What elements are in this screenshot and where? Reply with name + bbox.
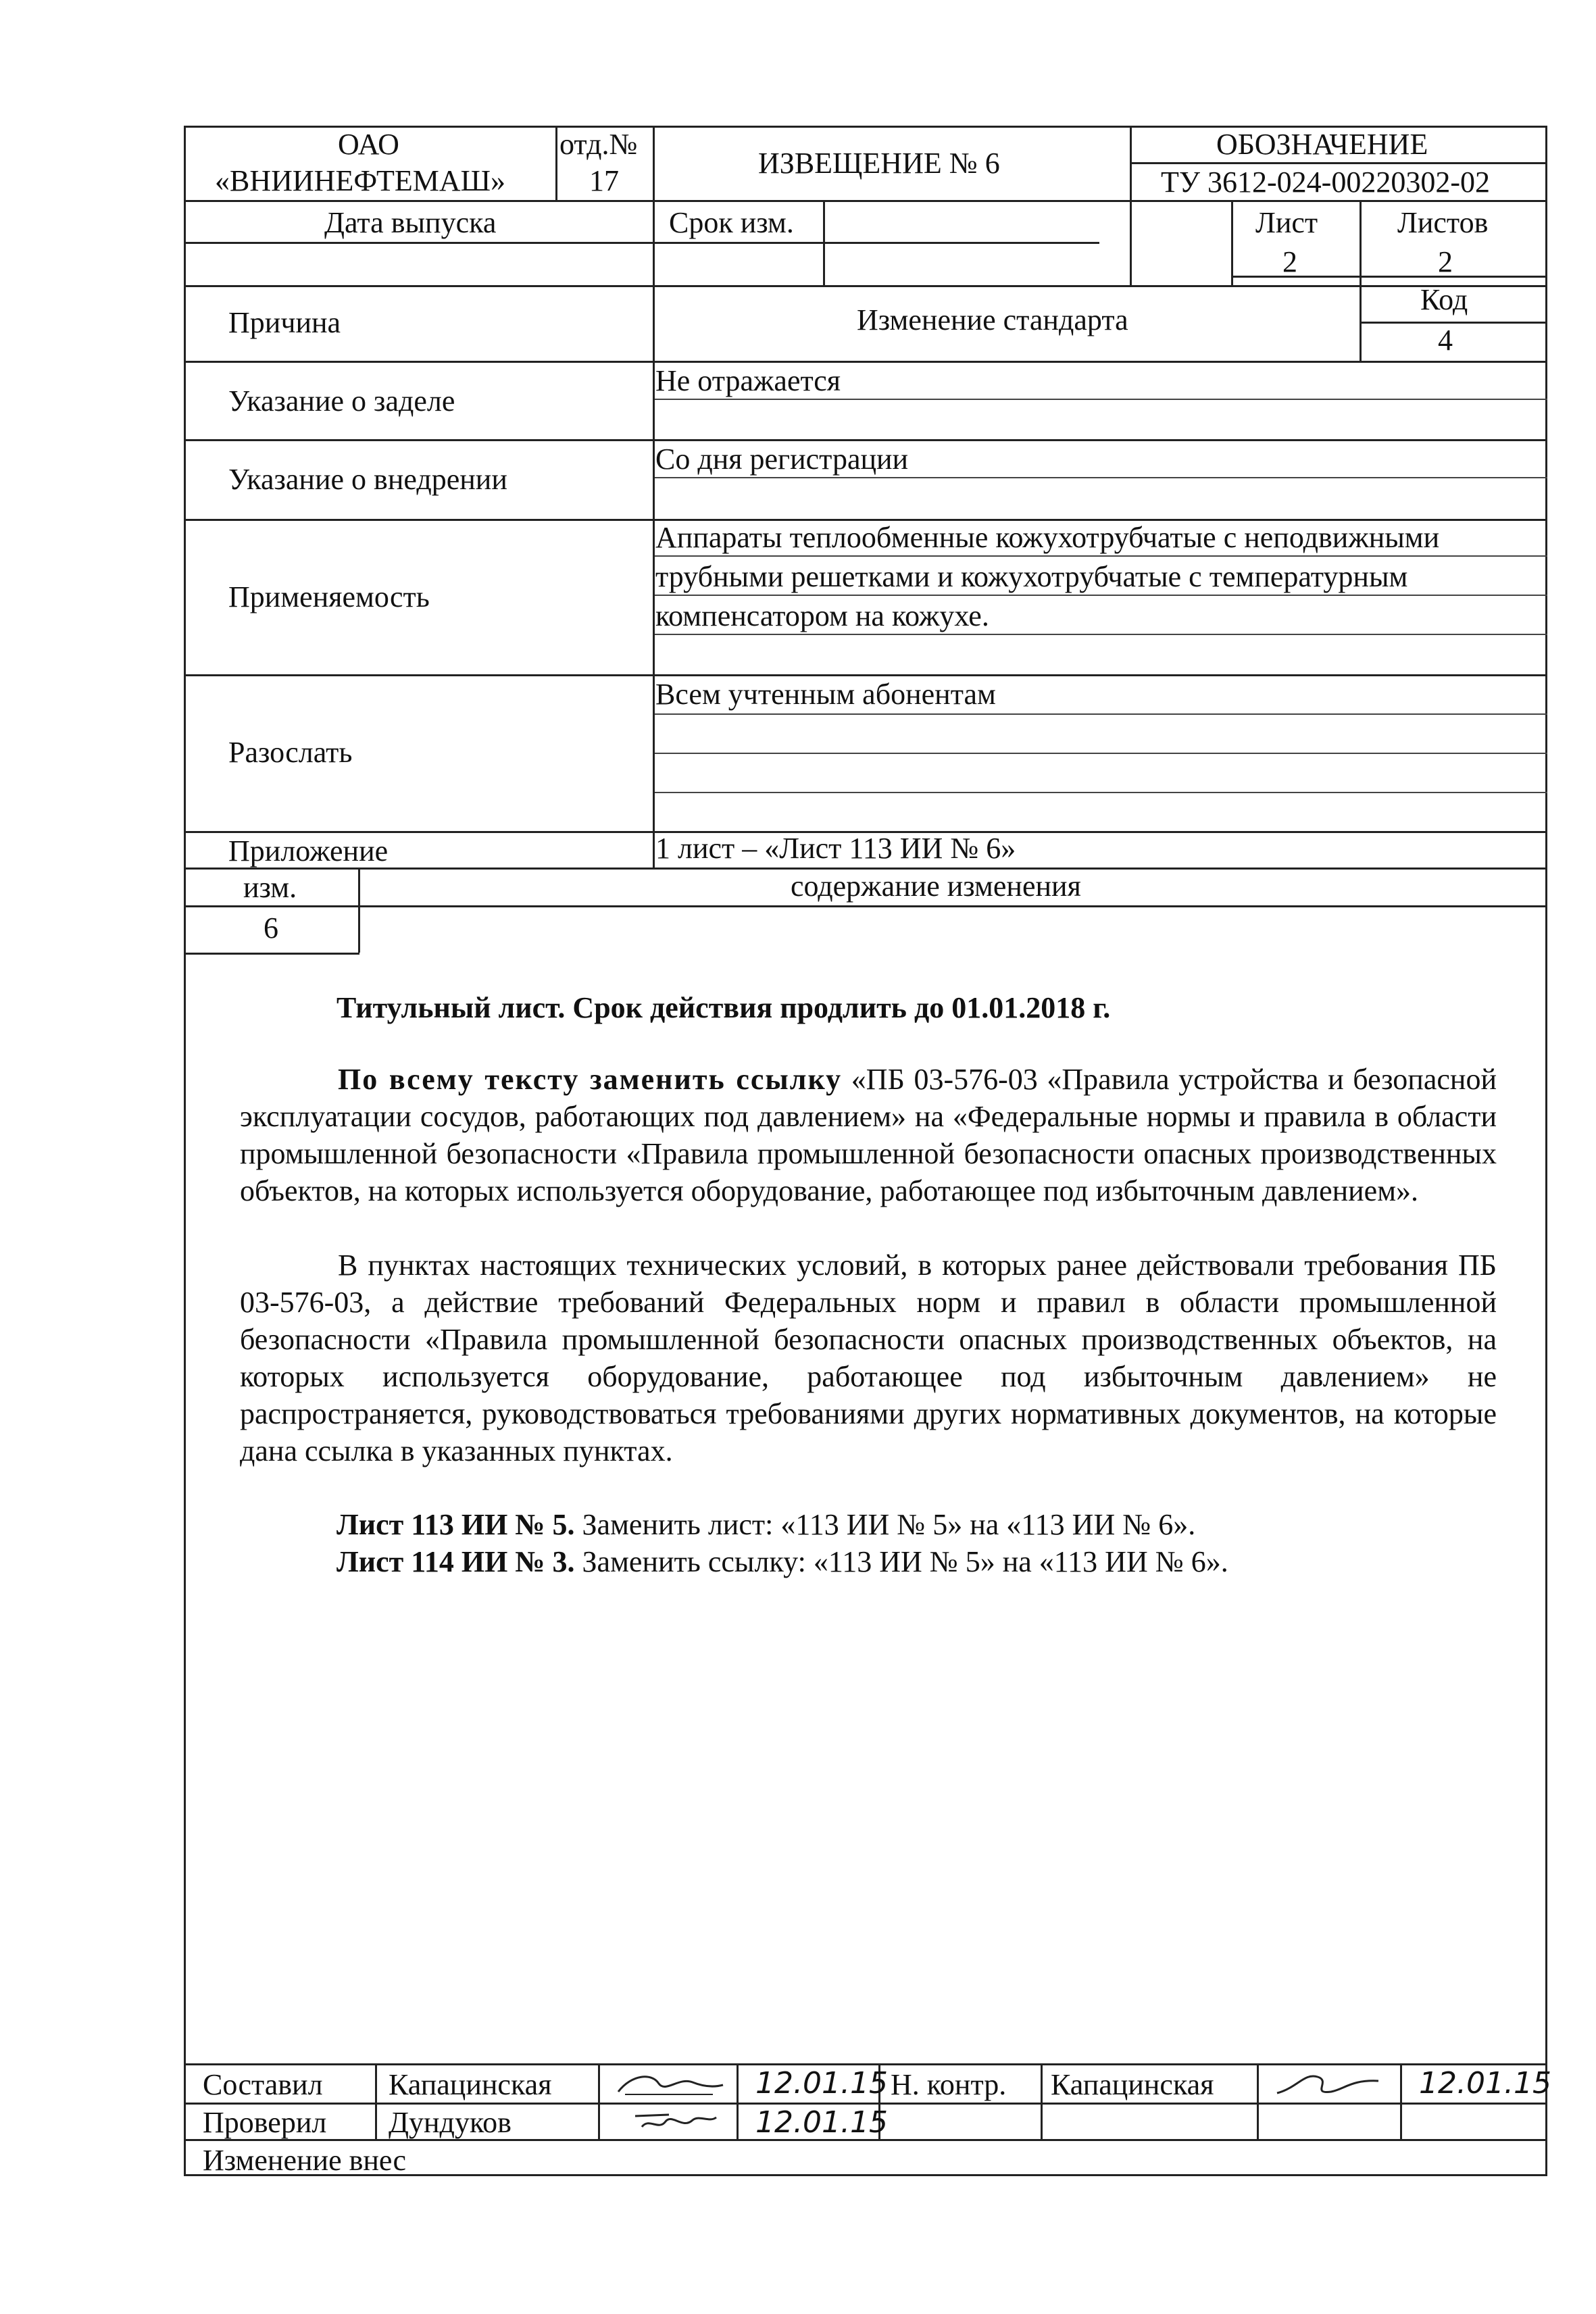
checked-signature — [628, 2107, 723, 2136]
rule — [1360, 322, 1547, 324]
sheet-114-ref: Лист 114 ИИ № 3. — [336, 1545, 575, 1578]
rule — [653, 753, 1547, 754]
rule — [184, 2063, 1547, 2065]
sheets-label: Листов — [1397, 206, 1489, 239]
norm-control-label: Н. контр. — [891, 2068, 1007, 2101]
compiled-date: 12.01.15 — [755, 2066, 888, 2101]
org-name-line2: «ВНИИНЕФТЕМАШ» — [215, 164, 506, 197]
rule — [184, 439, 1547, 441]
norm-control-signature — [1270, 2067, 1385, 2100]
paragraph-text: «ПБ 03-576-03 «Правила устройства и безопасной эксплуатации сосудов, работающих под давлением» на «Федеральные нормы и правила в области промышленной безопасности «Правила промышленной безопасности опасных производственных объектов, на которых используется оборудование, работающее под избыточным давлением». — [240, 1063, 1497, 1207]
attachment-value: 1 лист – «Лист 113 ИИ № 6» — [655, 832, 1016, 865]
backlog-label: Указание о заделе — [228, 384, 455, 418]
change-term-label: Срок изм. — [669, 206, 794, 239]
rule — [184, 285, 1547, 287]
compiled-name: Капацинская — [389, 2068, 552, 2101]
rule — [1360, 200, 1362, 361]
rule — [184, 953, 359, 955]
rule — [1041, 2063, 1043, 2139]
distribute-label: Разослать — [228, 736, 353, 769]
norm-control-date: 12.01.15 — [1419, 2066, 1551, 2101]
sheet-113-ref: Лист 113 ИИ № 5. — [336, 1508, 575, 1541]
paragraph-requirements — [240, 1247, 1497, 1469]
change-made-label: Изменение внес — [203, 2144, 407, 2177]
sheet-114-line — [336, 1547, 1228, 1577]
checked-label: Проверил — [203, 2106, 327, 2139]
applicability-line-1: Аппараты теплообменные кожухотрубчатые с неподвижными — [655, 521, 1440, 554]
designation-label: ОБОЗНАЧЕНИЕ — [1216, 128, 1428, 161]
rule — [1400, 2063, 1402, 2139]
rule — [653, 595, 1547, 596]
norm-control-name: Капацинская — [1051, 2068, 1214, 2101]
applicability-line-3: компенсатором на кожухе. — [655, 599, 989, 632]
rule — [375, 2063, 377, 2139]
implementation-value: Со дня регистрации — [655, 443, 909, 476]
sheets-value: 2 — [1438, 245, 1453, 278]
sheet-label: Лист — [1255, 206, 1318, 239]
notice-title: ИЗВЕЩЕНИЕ № 6 — [758, 147, 1000, 180]
rule — [653, 126, 655, 867]
rule — [184, 2103, 1547, 2105]
rule — [1130, 162, 1547, 164]
code-value: 4 — [1438, 324, 1453, 357]
rule — [653, 399, 1547, 400]
backlog-value: Не отражается — [655, 364, 841, 397]
rule — [1231, 276, 1547, 278]
rule — [184, 361, 1547, 363]
rule — [653, 792, 1547, 793]
reason-value: Изменение стандарта — [857, 303, 1128, 336]
applicability-line-2: трубными решетками и кожухотрубчатые с температурным — [655, 560, 1408, 593]
rule — [653, 477, 1547, 478]
rule — [1257, 2063, 1259, 2139]
rule — [598, 2063, 600, 2139]
rule — [653, 634, 1547, 635]
checked-date: 12.01.15 — [755, 2105, 888, 2140]
paragraph-replace-reference — [240, 1061, 1497, 1209]
paragraph-text: В пунктах настоящих технических условий, в которых ранее действовали требования ПБ 03-576-03, а действие требований Федеральных норм и правил в области промышленной безопасности «Правила промышленной безопасности опасных производственных объектов, на которых используется оборудование, работающее под избыточным давлением» не распространяется, руководствоваться требованиями других нормативных документов, на которые дана ссылка в указанных пунктах. — [240, 1249, 1497, 1467]
issue-date-label: Дата выпуска — [324, 206, 497, 239]
rule — [737, 2063, 739, 2139]
dept-value: 17 — [589, 164, 619, 197]
sheet-113-text: Заменить лист: «113 ИИ № 5» на «113 ИИ № 6». — [574, 1508, 1196, 1541]
compiled-signature — [612, 2067, 726, 2100]
implementation-label: Указание о внедрении — [228, 463, 507, 496]
paragraph-lead: По всему тексту заменить ссылку — [338, 1063, 843, 1096]
attachment-label: Приложение — [228, 834, 389, 867]
reason-label: Причина — [228, 306, 341, 339]
rule — [358, 867, 360, 953]
applicability-label: Применяемость — [228, 580, 430, 613]
rule — [555, 126, 557, 200]
sheet-114-text: Заменить ссылку: «113 ИИ № 5» на «113 ИИ № 6». — [574, 1545, 1228, 1578]
checked-name: Дундуков — [389, 2106, 512, 2139]
rule — [184, 242, 1099, 244]
distribute-value: Всем учтенным абонентам — [655, 678, 996, 711]
rule — [184, 200, 1547, 202]
code-label: Код — [1420, 283, 1468, 316]
rule — [823, 200, 825, 285]
rule — [184, 905, 1547, 907]
designation-value: ТУ 3612-024-00220302-02 — [1161, 166, 1490, 199]
change-content-label: содержание изменения — [791, 870, 1081, 903]
org-name-line1: ОАО — [338, 128, 399, 161]
sheet-113-line — [336, 1510, 1195, 1540]
sheet-value: 2 — [1282, 245, 1297, 278]
title-sheet-line: Титульный лист. Срок действия продлить до 01.01.2018 г. — [336, 991, 1111, 1024]
rule — [1231, 200, 1233, 285]
rule — [184, 674, 1547, 676]
rule — [653, 713, 1547, 715]
rule — [653, 555, 1547, 557]
rule — [1130, 126, 1132, 285]
compiled-label: Составил — [203, 2068, 323, 2101]
change-number-value: 6 — [264, 911, 278, 945]
dept-label: отд.№ — [559, 128, 638, 161]
change-number-label: изм. — [243, 871, 297, 904]
